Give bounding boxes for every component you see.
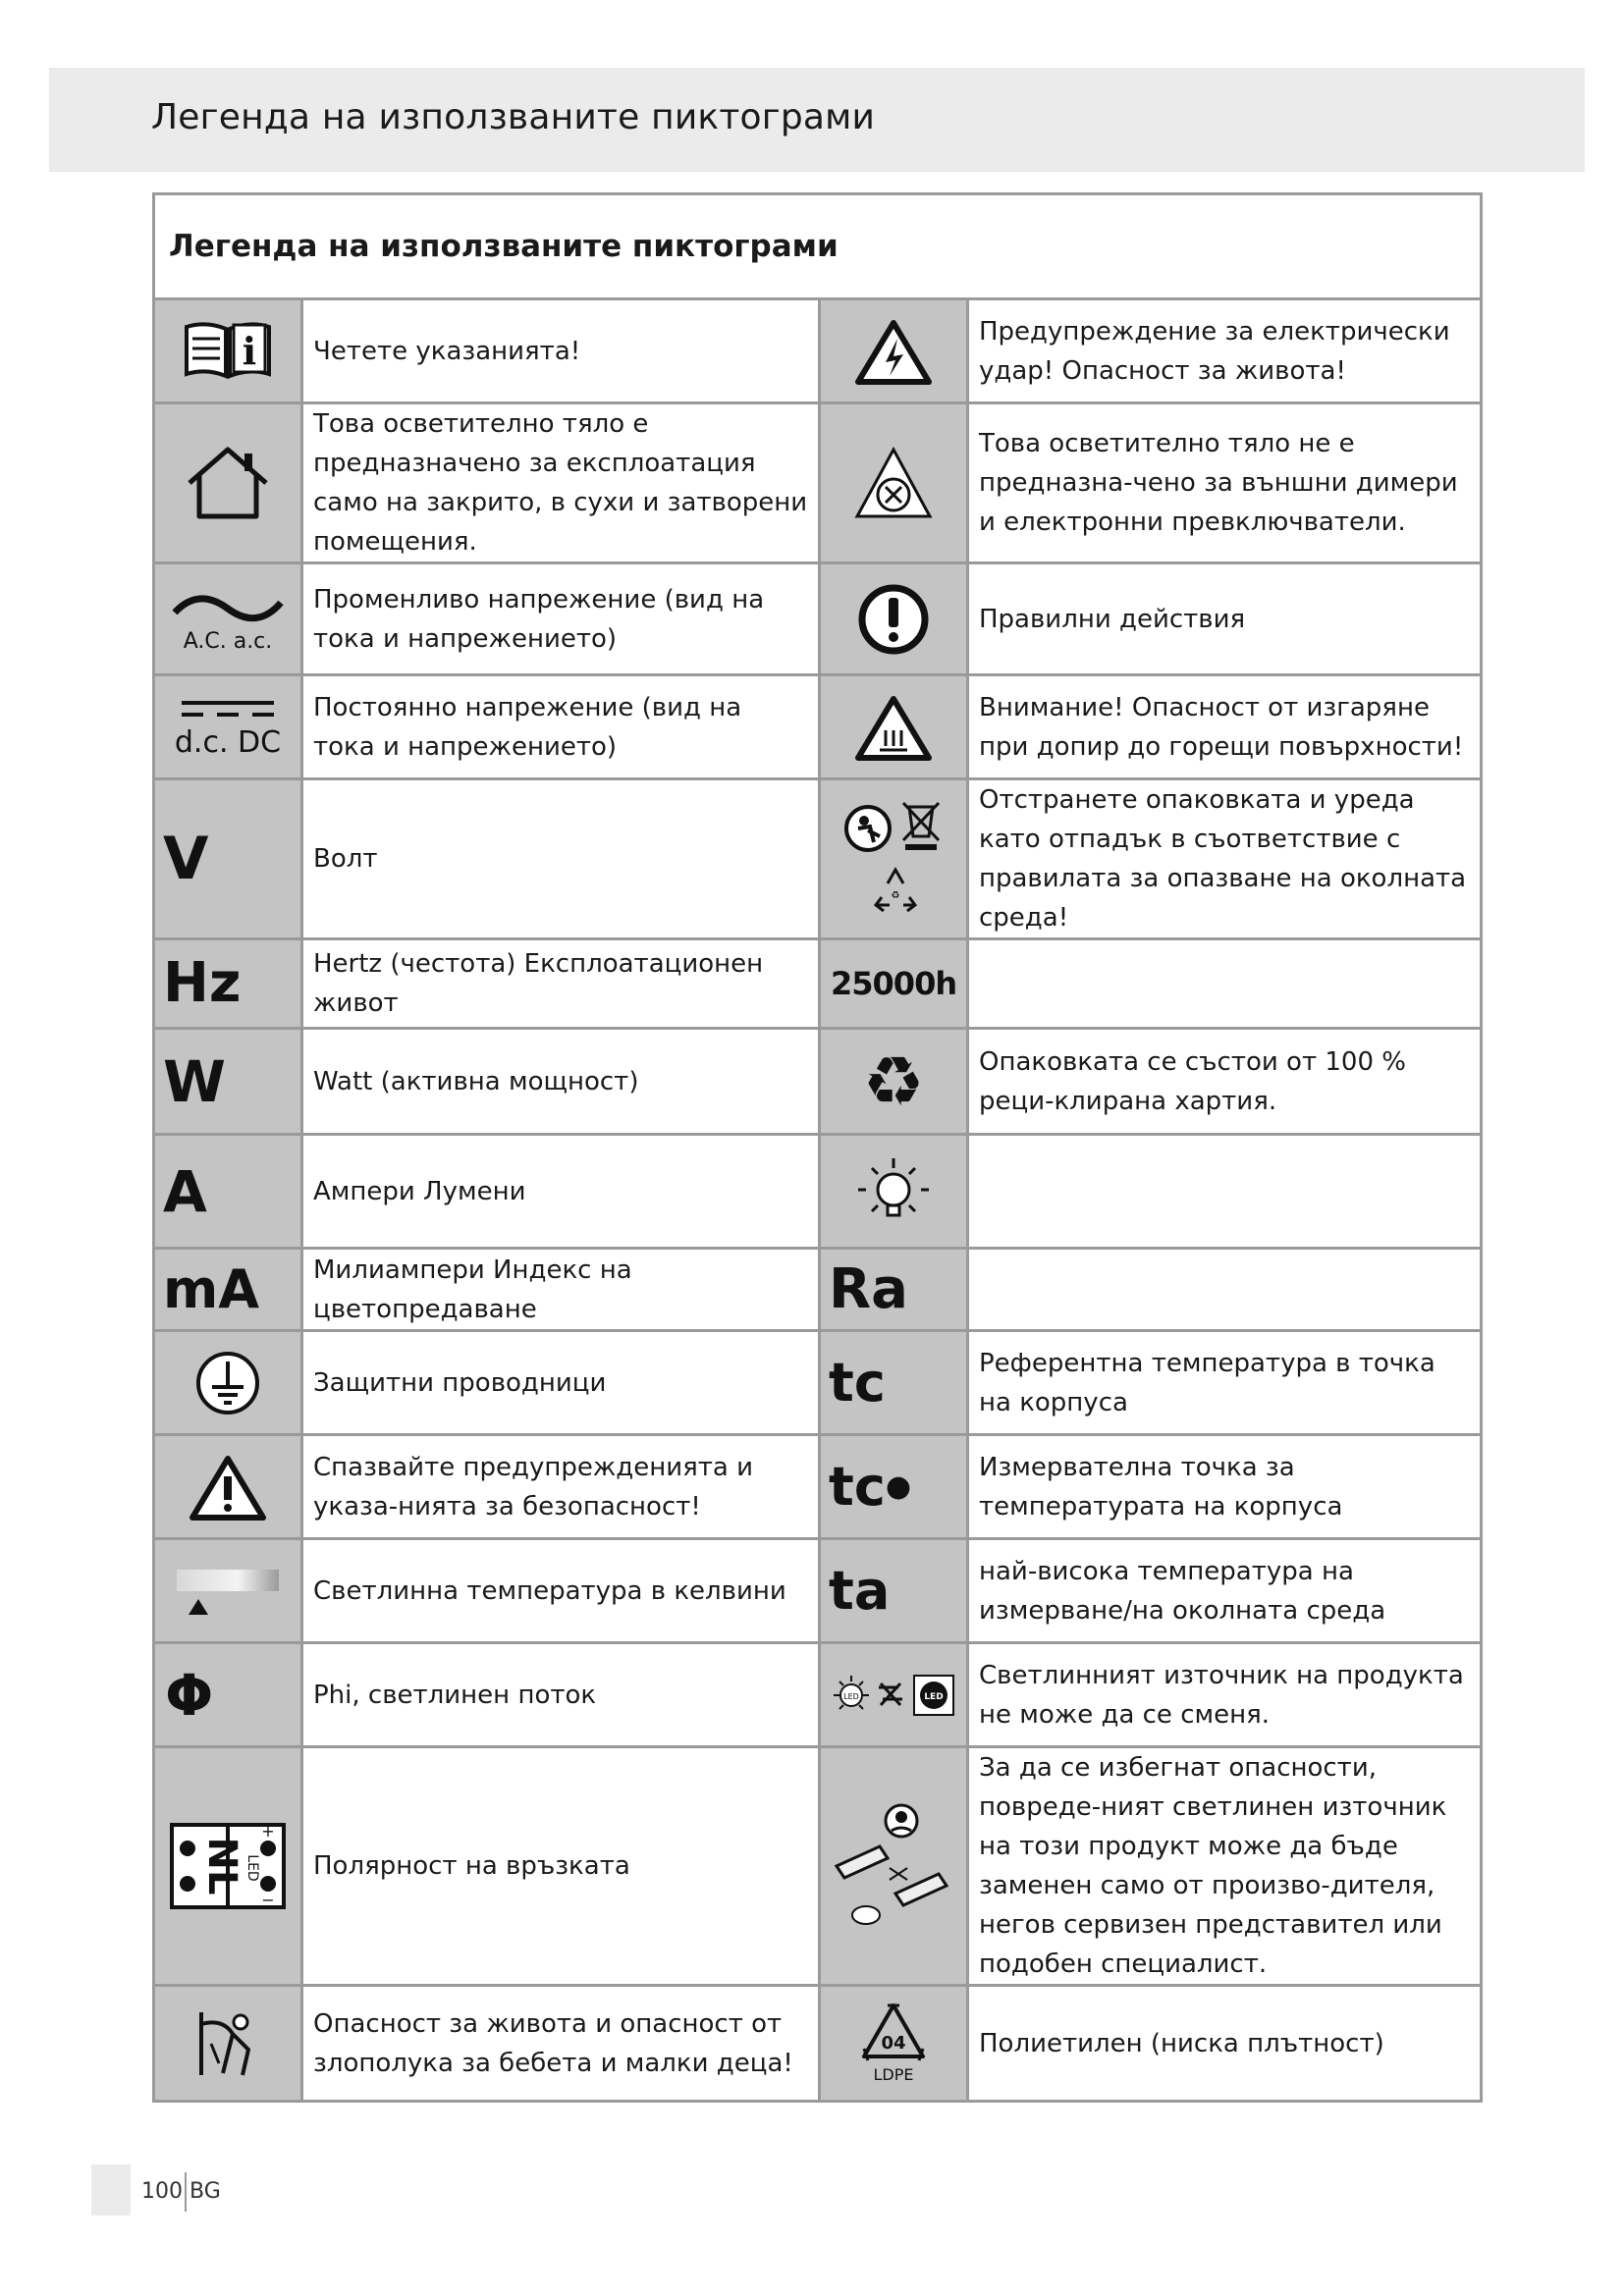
legend-text: Референтна температура в точка на корпуса [968, 1331, 1482, 1435]
table-row [154, 1986, 1482, 2102]
table-row [154, 1539, 1482, 1643]
table-row [154, 299, 1482, 403]
exclamation-circle-icon [820, 563, 968, 675]
electric-shock-warning-icon [820, 299, 968, 403]
legend-text: Hertz (честота) Експлоатационен живот [302, 939, 820, 1029]
tc-point-icon: tc● [820, 1435, 968, 1539]
footer-tab [91, 2164, 131, 2216]
table-row [154, 939, 1482, 1029]
legend-text: Ампери Лумени [302, 1135, 820, 1249]
legend-text: Променливо напрежение (вид на тока и напрежението) [302, 563, 820, 675]
pictogram-legend-table [152, 192, 1483, 2103]
svg-text:+: + [261, 1822, 275, 1841]
legend-text: Светлинна температура в келвини [302, 1539, 820, 1643]
recycle-icon: ♻ [820, 1029, 968, 1135]
legend-text: Това осветително тяло е предназначено за експлоатация само на закрито, в сухи и затворени помещения. [302, 403, 820, 563]
lumen-bulb-icon [820, 1135, 968, 1249]
safety-warning-icon [154, 1435, 302, 1539]
legend-text: Правилни действия [968, 563, 1482, 675]
color-rendering-icon: Ra [820, 1249, 968, 1331]
legend-text: най-висока температура на измерване/на околната среда [968, 1539, 1482, 1643]
legend-text: Phi, светлинен поток [302, 1643, 820, 1747]
watt-icon: W [154, 1029, 302, 1135]
legend-text: Полиетилен (ниска плътност) [968, 1986, 1482, 2102]
legend-text: Полярност на връзката [302, 1747, 820, 1986]
ta-icon: ta [820, 1539, 968, 1643]
child-danger-icon [154, 1986, 302, 2102]
indoor-house-icon [154, 403, 302, 563]
legend-text: Светлинният източник на продукта не може да се сменя. [968, 1643, 1482, 1747]
language-code: BG [189, 2179, 221, 2204]
svg-text:♻: ♻ [891, 890, 900, 901]
legend-text: Постоянно напрежение (вид на тока и напрежението) [302, 675, 820, 779]
legend-text: Watt (активна мощност) [302, 1029, 820, 1135]
table-row [154, 1249, 1482, 1331]
disposal-icon [820, 779, 968, 939]
polarity-icon [154, 1747, 302, 1986]
svg-text:i: i [242, 328, 257, 373]
table-row [154, 779, 1482, 939]
page-number-value: 100 [141, 2179, 183, 2204]
table-row [154, 1029, 1482, 1135]
legend-text [968, 1249, 1482, 1331]
table-row [154, 1643, 1482, 1747]
tc-icon: tc [820, 1331, 968, 1435]
legend-text: Спазвайте предупрежденията и указа-нията за безопасност! [302, 1435, 820, 1539]
replacement-specialist-icon [820, 1747, 968, 1986]
svg-text:LED: LED [924, 1691, 944, 1702]
table-row [154, 675, 1482, 779]
table-row [154, 1331, 1482, 1435]
alternating-current-icon [154, 563, 302, 675]
legend-text: Внимание! Опасност от изгаряне при допир до горещи повърхности! [968, 675, 1482, 779]
table-row [154, 1747, 1482, 1986]
svg-text:−: − [261, 1891, 275, 1909]
hertz-icon: Hz [154, 939, 302, 1029]
legend-text: Измервателна точка за температурата на корпуса [968, 1435, 1482, 1539]
svg-text:d.c. DC: d.c. DC [174, 724, 282, 760]
page-number [141, 2179, 221, 2204]
table-row [154, 1435, 1482, 1539]
legend-text: Отстранете опаковката и уреда като отпадък в съответствие с правилата за опазване на околната среда! [968, 779, 1482, 939]
kelvin-gradient-icon [154, 1539, 302, 1643]
table-header-row [154, 194, 1482, 299]
led-not-replaceable-icon [820, 1643, 968, 1747]
svg-text:NL: NL [199, 1837, 244, 1896]
no-dimmer-icon [820, 403, 968, 563]
legend-text: Опасност за живота и опасност от злополука за бебета и малки деца! [302, 1986, 820, 2102]
milliampere-icon: mA [154, 1249, 302, 1331]
hot-surface-warning-icon [820, 675, 968, 779]
svg-text:A.C. a.c.: A.C. a.c. [183, 628, 273, 654]
ampere-icon: A [154, 1135, 302, 1249]
legend-text: Опаковката се състои от 100 % реци-клирана хартия. [968, 1029, 1482, 1135]
legend-text: Четете указанията! [302, 299, 820, 403]
svg-text:LED: LED [843, 1691, 859, 1701]
legend-text: Това осветително тяло не е предназна-чено за външни димери и електронни превключватели. [968, 403, 1482, 563]
svg-text:LDPE: LDPE [873, 2064, 914, 2084]
legend-text: Милиампери Индекс на цветопредаване [302, 1249, 820, 1331]
book-info-icon [154, 299, 302, 403]
svg-text:LED: LED [244, 1854, 260, 1882]
table-row [154, 403, 1482, 563]
phi-icon: Φ [154, 1643, 302, 1747]
svg-text:04: 04 [881, 2032, 906, 2054]
volt-icon: V [154, 779, 302, 939]
ldpe-icon [820, 1986, 968, 2102]
legend-text: Волт [302, 779, 820, 939]
legend-text [968, 939, 1482, 1029]
footer-divider [185, 2172, 187, 2212]
table-row [154, 1135, 1482, 1249]
legend-text: За да се избегнат опасности, повреде-ният светлинен източник на този продукт може да бъде заменен само от произво-дителя, негов сервизен представител или подобен специалист. [968, 1747, 1482, 1986]
legend-text: Предупреждение за електрически удар! Опасност за живота! [968, 299, 1482, 403]
page-header [49, 68, 1585, 172]
lifetime-icon: 25000h [820, 939, 968, 1029]
page-title: Легенда на използваните пиктограми [151, 97, 876, 137]
legend-text: Защитни проводници [302, 1331, 820, 1435]
direct-current-icon [154, 675, 302, 779]
table-row [154, 563, 1482, 675]
ground-protection-icon [154, 1331, 302, 1435]
legend-text [968, 1135, 1482, 1249]
table-title: Легенда на използваните пиктограми [154, 194, 1482, 299]
